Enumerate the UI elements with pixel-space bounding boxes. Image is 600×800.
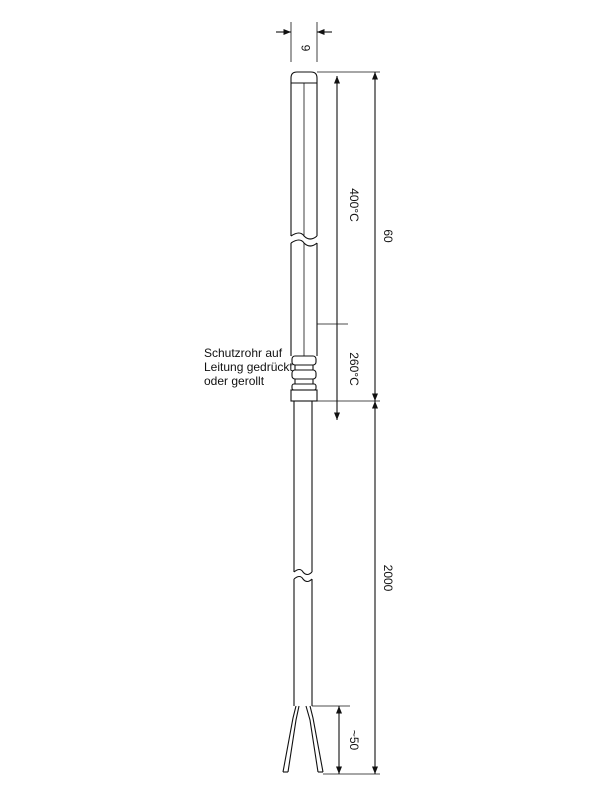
- diameter-label: 6: [299, 44, 313, 52]
- protective-sheath: [291, 72, 317, 356]
- zone-lower-label: 260°C: [347, 352, 361, 386]
- temperature-dimensions: [317, 72, 380, 420]
- lead-length-dimension: [312, 706, 361, 774]
- lead-wire-right: [306, 706, 323, 772]
- lead-wires: [283, 706, 323, 772]
- crimp-section: [291, 356, 317, 401]
- cable-length-dimension: [323, 401, 395, 774]
- cable-break-mark-upper: [294, 570, 312, 575]
- zone-upper-label: 400°C: [347, 188, 361, 222]
- lead-length-label: ~50: [347, 729, 361, 751]
- crimp-note-line-3: oder gerollt: [204, 374, 265, 388]
- crimp-ring-3: [292, 384, 316, 390]
- crimp-ring-2: [292, 370, 316, 379]
- lead-wire-left: [283, 706, 299, 772]
- crimp-note-line-2: Leitung gedrückt: [204, 360, 293, 374]
- sheath-length-dimension: [375, 72, 395, 401]
- diameter-dimension: [276, 22, 332, 62]
- sheath-length-label: 60: [381, 229, 395, 243]
- cable: [294, 401, 312, 706]
- crimp-note: [204, 346, 293, 388]
- sheath-tip: [291, 72, 317, 83]
- cable-length-label: 2000: [381, 564, 395, 592]
- cable-break-mark-lower: [294, 577, 312, 582]
- crimp-base: [291, 390, 317, 401]
- crimp-ring-1: [292, 356, 316, 365]
- crimp-note-line-1: Schutzrohr auf: [204, 346, 283, 360]
